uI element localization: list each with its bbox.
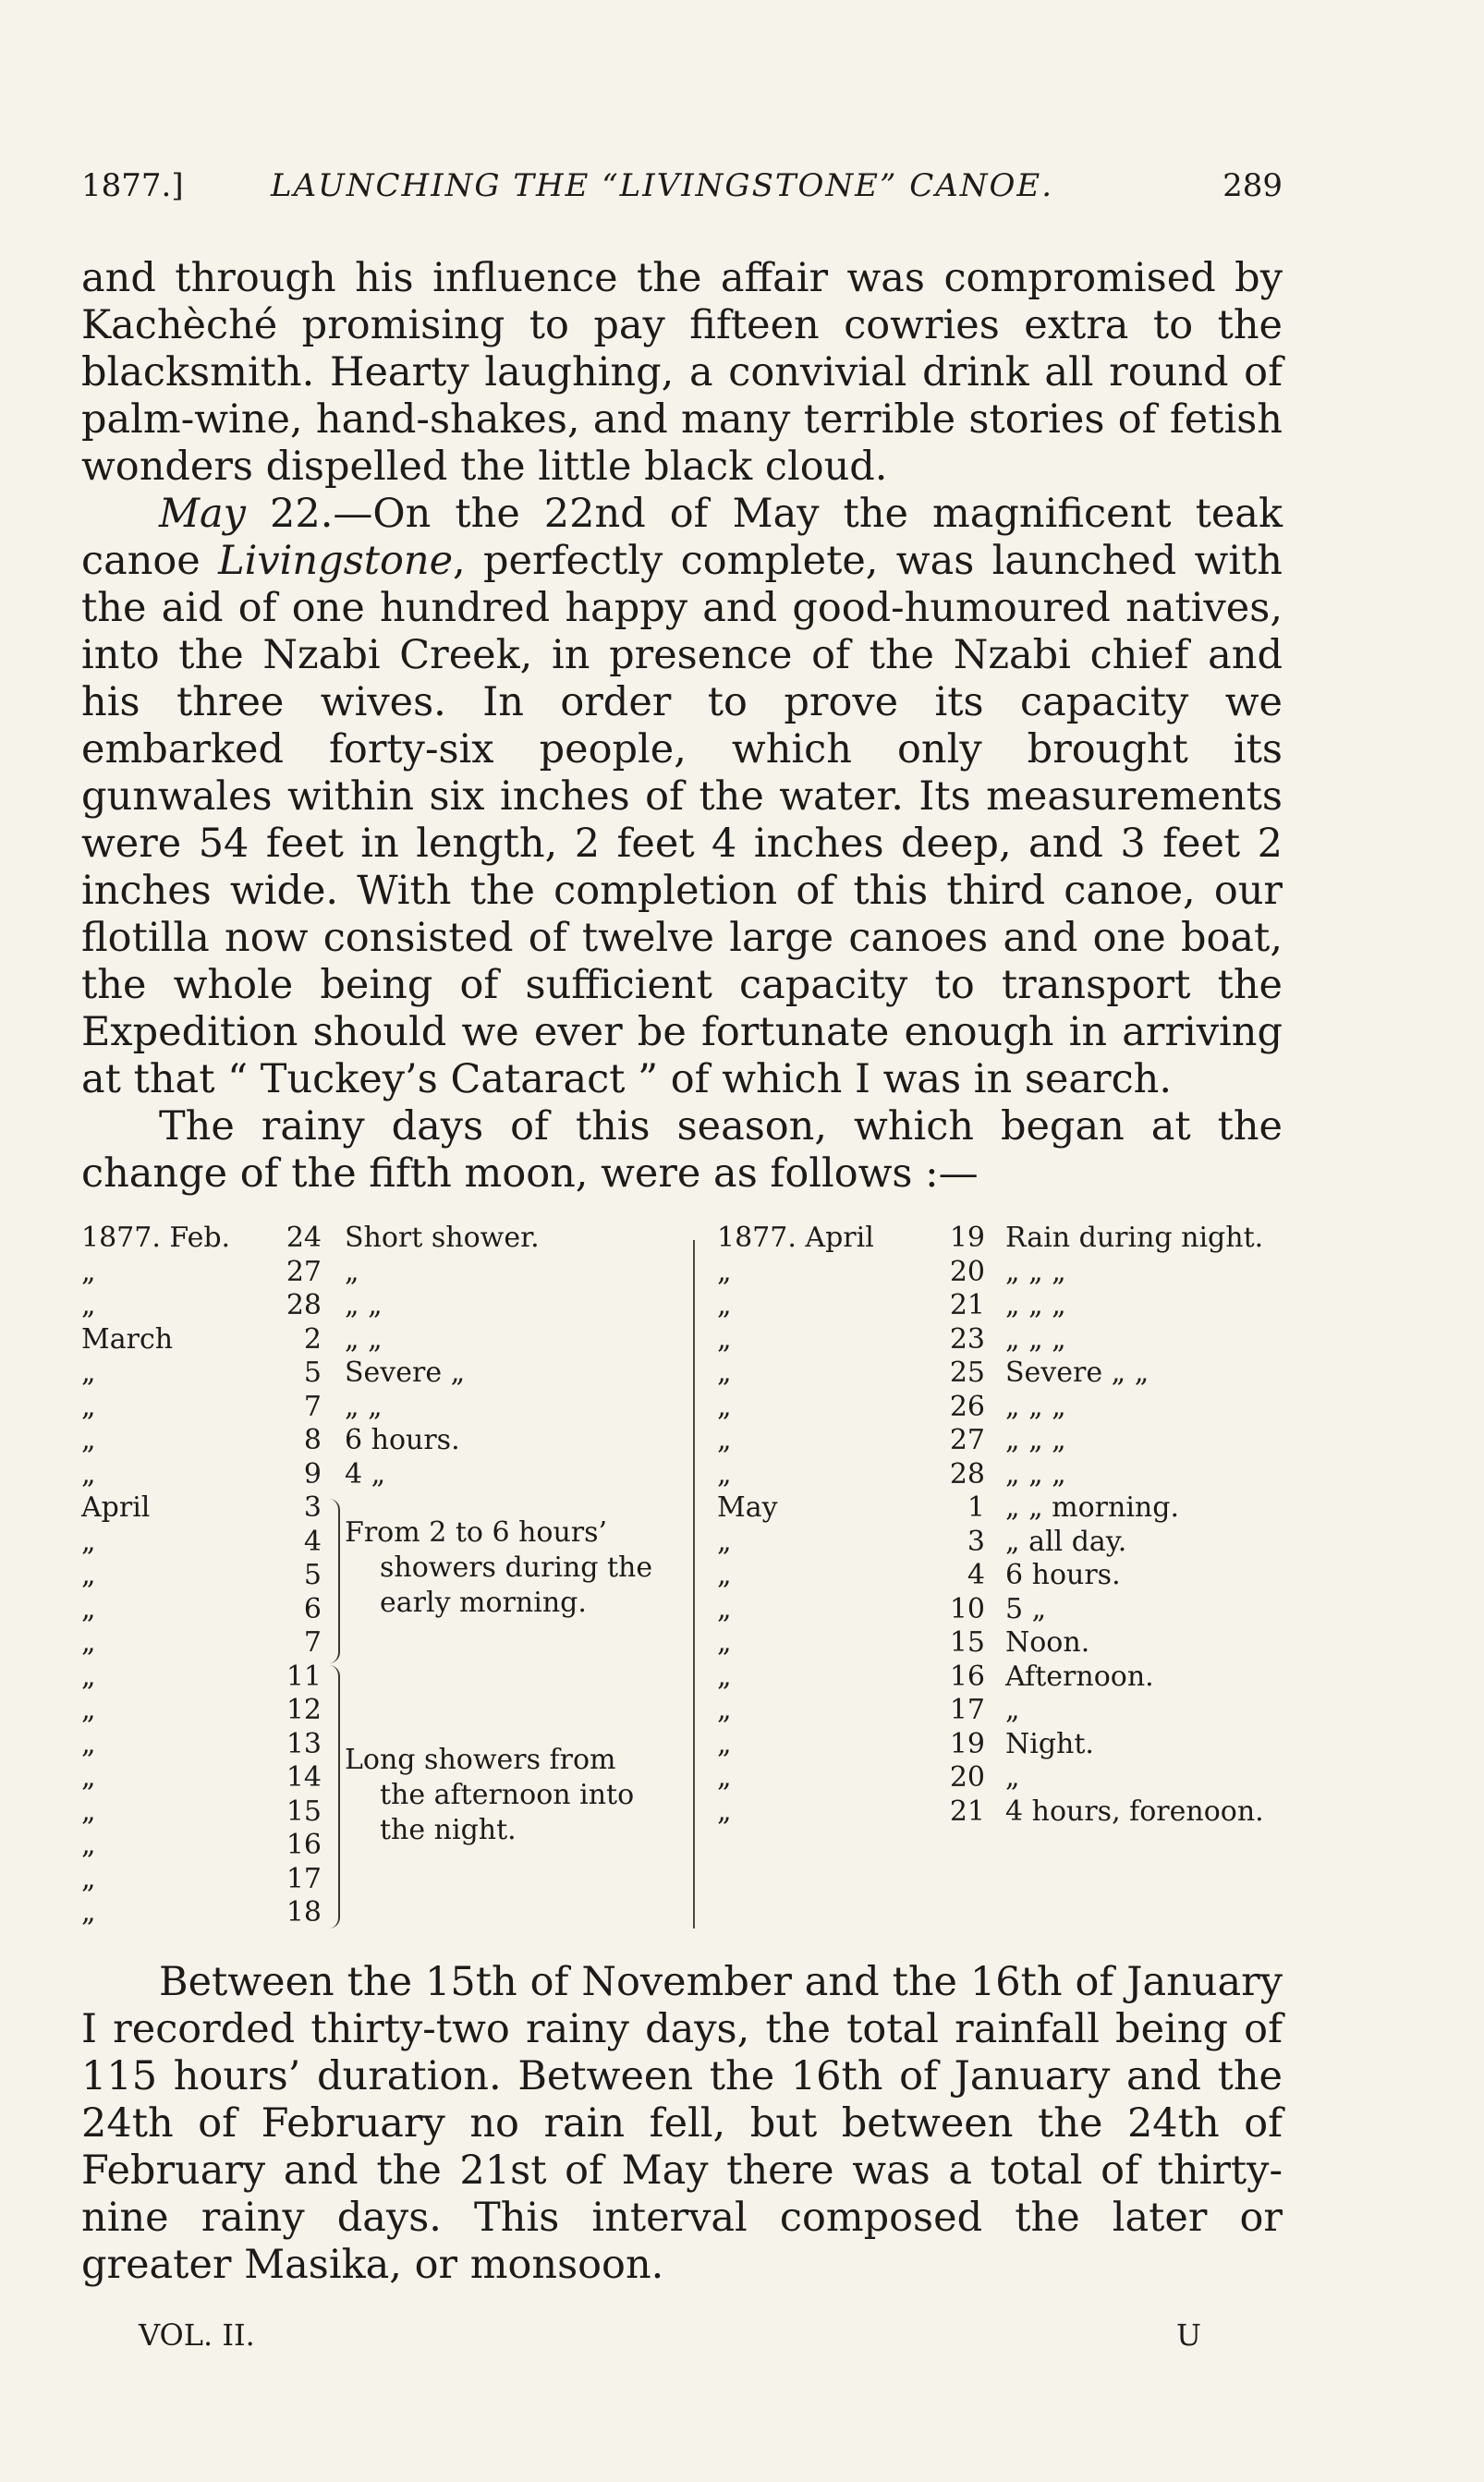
rain-left-month: „ [81,1525,96,1558]
rain-right-note: „ „ „ [1005,1289,1066,1321]
running-header [81,163,1283,209]
rain-right-month: „ [717,1322,732,1356]
rain-left-note: „ „ [345,1390,383,1423]
rain-left-month: „ [81,1660,96,1693]
rain-left-day: 2 [303,1322,322,1356]
brace-note-line: early morning. [380,1587,587,1619]
rain-left-note: „ [345,1255,359,1288]
header-year: 1877.] [81,167,184,204]
rain-left-day: 5 [303,1559,322,1591]
brace-note-line: the night. [380,1814,517,1846]
rain-right-note: 5 „ [1005,1592,1047,1625]
rain-right-month: „ [717,1761,732,1794]
rain-right-note: „ [1005,1761,1020,1794]
rain-left-day: 11 [286,1660,322,1693]
signature-mark: U [1176,2318,1201,2353]
brace-april-late [329,1665,340,1928]
paragraph-2 [81,491,1283,1103]
canoe-name: Livingstone [218,538,454,584]
rain-left-month: „ [81,1761,96,1794]
rain-left-day: 14 [286,1761,322,1794]
brace-april-early [329,1499,340,1663]
paragraph-4: Between the 15th of November and the 16th of January I recorded thirty-two rainy days, the total rainfall being of 115 hours’ duration. Between the 16th of January and the 24th of February no rain fell, but between the 24th of February and the 21st of May there was a total of thirty-nine rainy days. This interval composed the later or greater Masika, or monsoon. [81,1959,1283,2288]
rain-left-month: „ [81,1626,96,1659]
rain-left-month: „ [81,1727,96,1760]
rain-right-month: „ [717,1694,732,1726]
rain-left-month: „ [81,1896,96,1928]
rain-right-note: „ „ „ [1005,1424,1066,1456]
rain-right-note: „ „ „ [1005,1457,1066,1490]
rain-right-day: 23 [949,1322,985,1356]
rain-right-day: 21 [949,1795,985,1828]
rain-left-note: Short shower. [345,1222,540,1254]
rain-left-day: 5 [303,1357,322,1389]
rain-right-month: „ [717,1457,732,1490]
rain-right-note: „ all day. [1005,1525,1127,1558]
rain-left-note: 6 hours. [345,1424,460,1456]
rain-right-day: 4 [967,1559,985,1591]
paragraph-2-text-a: 22.—On the 22nd of May the magnificent teak canoe [81,491,1283,584]
rain-left-day: 9 [303,1457,322,1490]
body-text-bottom [81,1959,1283,2289]
page-footer [139,2312,1201,2358]
rain-right-note: 6 hours. [1005,1559,1121,1591]
rain-left-month: 1877. Feb. [81,1222,231,1254]
rain-right-note: „ „ „ [1005,1255,1066,1288]
body-text-top [81,255,1283,1198]
rain-right-day: 19 [949,1222,985,1254]
rain-right-month: „ [717,1559,732,1591]
rain-left-note: „ „ [345,1322,383,1356]
rain-left-note: 4 „ [345,1457,386,1490]
rain-right-month: „ [717,1357,732,1389]
rain-left-day: 3 [303,1491,322,1524]
rain-left-month: „ [81,1457,96,1490]
rain-right-day: 10 [949,1592,985,1625]
rain-left-month: „ [81,1862,96,1895]
rain-right-month: „ [717,1626,732,1659]
rain-left-month: „ [81,1795,96,1828]
column-divider [693,1240,695,1928]
rain-right-day: 28 [949,1457,985,1490]
paragraph-2-text-b: , perfectly complete, was launched with the aid of one hundred happy and good-humoured natives, into the Nzabi Creek, in presence of the Nzabi chief and his three wives. In order to prove its capacity we embarked forty-six people, which only brought its gunwales within six inches of the water. Its measurements were 54 feet in length, 2 feet 4 inches deep, and 3 feet 2 inches wide. With the completion of this third canoe, our flotilla now consisted of twelve large canoes and one boat, the whole being of sufficient capacity to transport the Expedition should we ever be fortunate enough in arriving at that “ Tuckey’s Cataract ” of which I was in search. [81,538,1283,1102]
rain-left-day: 7 [303,1626,322,1659]
rain-left-month: April [81,1491,151,1524]
rain-right-day: 26 [949,1390,985,1423]
rain-right-day: 25 [949,1357,985,1389]
rain-right-note: 4 hours, forenoon. [1005,1795,1264,1828]
rain-left-day: 18 [286,1896,322,1928]
rain-left-day: 13 [286,1727,322,1760]
rain-right-day: 20 [949,1255,985,1288]
rain-right-day: 21 [949,1289,985,1321]
rain-left-day: 12 [286,1694,322,1726]
rainfall-tables [81,1222,1301,1942]
rain-right-day: 17 [949,1694,985,1726]
page-number: 289 [1222,167,1283,204]
brace-note-line: From 2 to 6 hours’ [345,1516,608,1549]
rain-left-day: 24 [286,1222,322,1254]
rain-right-day: 20 [949,1761,985,1794]
brace-note-early-morning [345,1515,652,1621]
brace-note-afternoon [345,1743,634,1848]
rain-left-note: „ „ [345,1289,383,1321]
rain-left-month: „ [81,1255,96,1288]
rain-left-month: March [81,1322,174,1356]
rain-left-day: 4 [303,1525,322,1558]
rain-right-note: Night. [1005,1727,1094,1760]
paragraph-2-date: May [159,491,246,537]
rain-left-note: Severe „ [345,1357,466,1389]
rain-right-note: Severe „ „ [1005,1357,1149,1389]
rain-right-day: 3 [967,1525,985,1558]
rain-right-month: „ [717,1289,732,1321]
rain-right-day: 16 [949,1660,985,1693]
rain-left-day: 7 [303,1390,322,1423]
rain-left-day: 16 [286,1829,322,1861]
volume-label: VOL. II. [139,2318,255,2353]
rain-right-month: „ [717,1390,732,1423]
rain-right-month: 1877. April [717,1222,874,1254]
rain-right-month: May [717,1491,778,1524]
rain-left-day: 27 [286,1255,322,1288]
rain-right-month: „ [717,1255,732,1288]
rain-right-note: „ „ morning. [1005,1491,1179,1524]
rain-right-month: „ [717,1592,732,1625]
rain-left-month: „ [81,1559,96,1591]
rain-right-note: „ „ „ [1005,1322,1066,1356]
rain-right-month: „ [717,1525,732,1558]
rain-left-month: „ [81,1424,96,1456]
header-title: LAUNCHING THE “LIVINGSTONE” CANOE. [271,167,1054,204]
paragraph-1: and through his influence the affair was compromised by Kachèché promising to pay fifteen cowries extra to the blacksmith. Hearty laughing, a convivial drink all round of palm-wine, hand-shakes, and many terrible stories of fetish wonders dispelled the little black cloud. [81,255,1283,490]
rain-left-day: 28 [286,1289,322,1321]
rain-right-day: 15 [949,1626,985,1659]
rain-right-note: Afternoon. [1005,1660,1154,1693]
rain-left-month: „ [81,1592,96,1625]
rain-left-month: „ [81,1694,96,1726]
paragraph-3: The rainy days of this season, which began at the change of the fifth moon, were as follows :— [81,1103,1283,1197]
rain-left-day: 6 [303,1592,322,1625]
brace-note-line: showers during the [380,1551,653,1584]
rain-left-month: „ [81,1357,96,1389]
rain-left-day: 8 [303,1424,322,1456]
rain-left-day: 15 [286,1795,322,1828]
rain-right-month: „ [717,1660,732,1693]
rain-right-month: „ [717,1727,732,1760]
rain-left-month: „ [81,1289,96,1321]
rain-right-note: Noon. [1005,1626,1090,1659]
rain-right-day: 1 [967,1491,985,1524]
rain-right-day: 27 [949,1424,985,1456]
rain-right-note: „ „ „ [1005,1390,1066,1423]
rain-left-month: „ [81,1829,96,1861]
rain-left-day: 17 [286,1862,322,1895]
rain-left-month: „ [81,1390,96,1423]
rain-right-note: „ [1005,1694,1020,1726]
brace-note-line: Long showers from [345,1744,616,1776]
rain-right-note: Rain during night. [1005,1222,1264,1254]
brace-note-line: the afternoon into [380,1779,635,1811]
rain-right-month: „ [717,1424,732,1456]
rain-right-month: „ [717,1795,732,1828]
rain-right-day: 19 [949,1727,985,1760]
